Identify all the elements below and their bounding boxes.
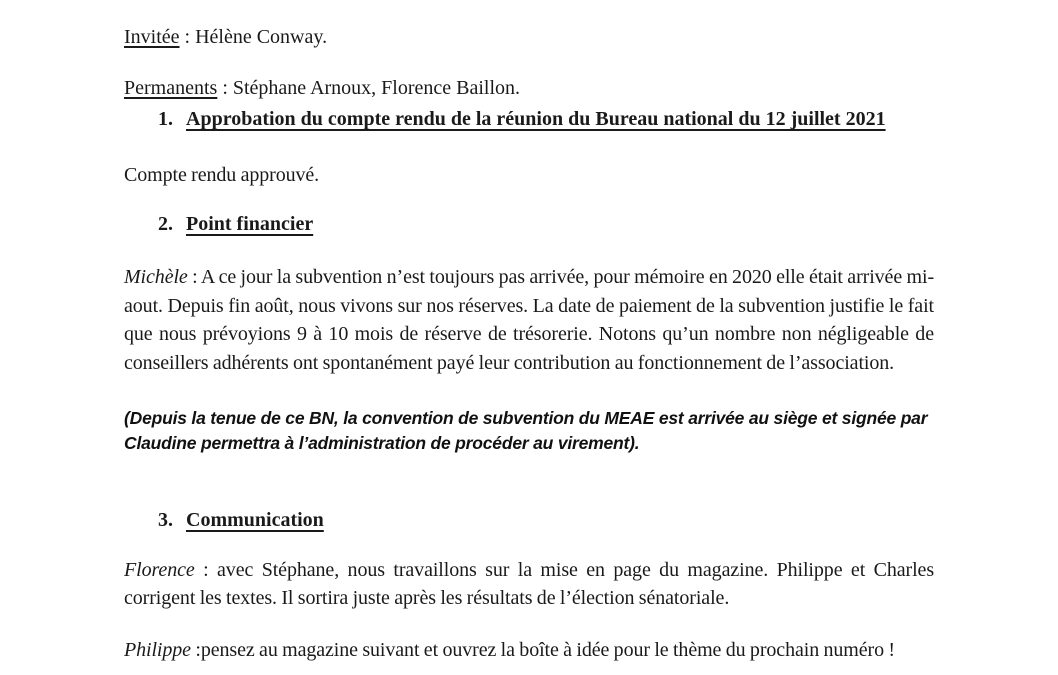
speaker-name-philippe: Philippe — [124, 639, 191, 661]
section-3-title: Communication — [186, 509, 324, 531]
speaker-name-florence: Florence — [124, 559, 195, 581]
speech-florence: : avec Stéphane, nous travaillons sur la mise en page du magazine. Philippe et Charles corrigent les textes. Il sortira juste après les résultats de l’élection sénatoriale. — [124, 559, 934, 609]
section-3-paragraph-philippe — [124, 636, 1024, 665]
attendee-value-invitee: : Hélène Conway. — [179, 26, 328, 48]
section-3-number: 3. — [158, 509, 173, 531]
speech-michele: : A ce jour la subvention n’est toujours pas arrivée, pour mémoire en 2020 elle était arrivée mi-aout. Depuis fin août, nous vivons sur nos réserves. La date de paiement de la subvention justifie le fait que nous prévoyions 9 à 10 mois de réserve de trésorerie. Notons qu’un nombre non négligeable de conseillers adhérents ont spontanément payé leur contribution au fonctionnement de l’association. — [124, 266, 934, 374]
attendee-line-permanents — [124, 77, 520, 99]
section-1-heading — [158, 108, 886, 131]
section-1-body: Compte rendu approuvé. — [124, 164, 320, 186]
speaker-name-michele: Michèle — [124, 266, 188, 288]
section-2-inserted-note: (Depuis la tenue de ce BN, la convention de subvention du MEAE est arrivée au siège et signée par Claudine permettra à l’administration de procéder au virement). — [124, 408, 928, 453]
section-2-number: 2. — [158, 213, 173, 235]
section-1-number: 1. — [158, 108, 173, 130]
section-1-title: Approbation du compte rendu de la réunion du Bureau national du 12 juillet 2021 — [186, 108, 886, 130]
section-3-paragraph-florence — [124, 556, 934, 612]
speech-philippe: :pensez au magazine suivant et ouvrez la boîte à idée pour le thème du prochain numéro ! — [190, 639, 895, 661]
section-3-heading — [158, 509, 324, 532]
attendee-value-permanents: : Stéphane Arnoux, Florence Baillon. — [217, 77, 521, 99]
attendee-label-permanents: Permanents — [124, 77, 218, 99]
attendee-label-invitee: Invitée — [124, 26, 180, 48]
section-2-heading — [158, 213, 313, 236]
section-2-title: Point financier — [186, 213, 314, 235]
section-2-paragraph — [124, 263, 934, 377]
attendee-line-invitee — [124, 26, 327, 48]
